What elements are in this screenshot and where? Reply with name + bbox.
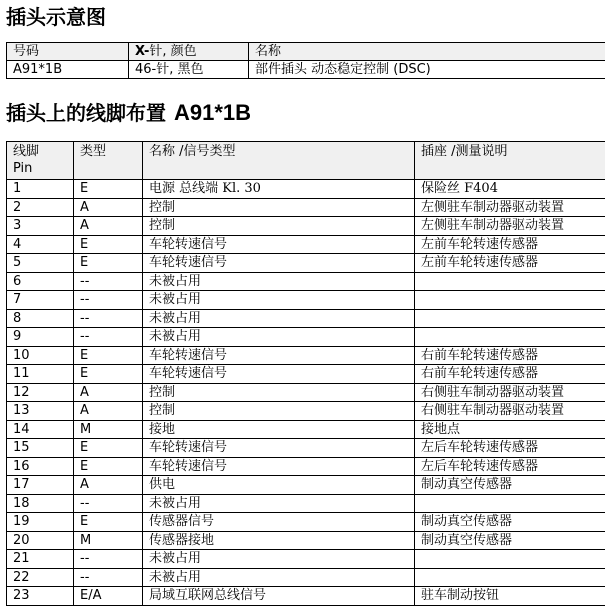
page-title: 插头示意图 xyxy=(6,4,106,30)
pin-number: 11 xyxy=(7,365,74,384)
pin-type: E xyxy=(74,254,143,273)
table-row xyxy=(7,328,605,347)
pin-socket: 右前车轮转速传感器 xyxy=(415,346,605,365)
pin-type: E xyxy=(74,365,143,384)
pin-signal-name: 电源 总线端 Kl. 30 xyxy=(143,180,415,199)
pin-number: 3 xyxy=(7,217,74,236)
pin-number: 6 xyxy=(7,272,74,291)
pin-number: 5 xyxy=(7,254,74,273)
pin-type: M xyxy=(74,531,143,550)
pin-signal-name: 未被占用 xyxy=(143,568,415,587)
pin-type: E xyxy=(74,180,143,199)
connector-row xyxy=(7,61,605,79)
pin-type: -- xyxy=(74,550,143,569)
table-row xyxy=(7,272,605,291)
pin-socket xyxy=(415,272,605,291)
pin-type: E xyxy=(74,235,143,254)
pin-number: 15 xyxy=(7,439,74,458)
pin-socket: 保险丝 F404 xyxy=(415,180,605,199)
pin-signal-name: 车轮转速信号 xyxy=(143,457,415,476)
pin-table xyxy=(6,141,605,606)
table-row xyxy=(7,235,605,254)
pin-number: 12 xyxy=(7,383,74,402)
connector-number: A91*1B xyxy=(7,61,129,79)
pin-socket xyxy=(415,309,605,328)
pin-signal-name: 未被占用 xyxy=(143,328,415,347)
pin-socket xyxy=(415,328,605,347)
pin-signal-name: 控制 xyxy=(143,217,415,236)
pin-type: M xyxy=(74,420,143,439)
pin-socket: 左前车轮转速传感器 xyxy=(415,254,605,273)
pin-socket: 制动真空传感器 xyxy=(415,476,605,495)
pin-signal-name: 传感器信号 xyxy=(143,513,415,532)
table-row xyxy=(7,180,605,199)
pin-socket: 右侧驻车制动器驱动装置 xyxy=(415,402,605,421)
pin-type: E xyxy=(74,457,143,476)
pin-number: 13 xyxy=(7,402,74,421)
table-row xyxy=(7,550,605,569)
pin-signal-name: 未被占用 xyxy=(143,291,415,310)
header-signal-name: 名称 /信号类型 xyxy=(143,142,415,180)
pin-socket xyxy=(415,550,605,569)
pin-signal-name: 供电 xyxy=(143,476,415,495)
pin-socket: 左后车轮转速传感器 xyxy=(415,439,605,458)
pin-number: 4 xyxy=(7,235,74,254)
pin-socket: 左侧驻车制动器驱动装置 xyxy=(415,198,605,217)
pin-type: E xyxy=(74,346,143,365)
pin-socket: 左前车轮转速传感器 xyxy=(415,235,605,254)
pin-number: 18 xyxy=(7,494,74,513)
pin-section-title xyxy=(6,99,251,127)
pin-number: 9 xyxy=(7,328,74,347)
pin-socket: 右侧驻车制动器驱动装置 xyxy=(415,383,605,402)
table-row xyxy=(7,217,605,236)
header-name: 名称 xyxy=(249,43,605,61)
table-row xyxy=(7,291,605,310)
table-row xyxy=(7,457,605,476)
header-pin-line2: Pin xyxy=(13,160,73,177)
pin-signal-name: 车轮转速信号 xyxy=(143,439,415,458)
pin-type: A xyxy=(74,217,143,236)
pin-signal-name: 接地 xyxy=(143,420,415,439)
header-pins-color xyxy=(129,43,249,61)
pin-socket: 接地点 xyxy=(415,420,605,439)
connector-table xyxy=(6,42,605,79)
pin-signal-name: 局域互联网总线信号 xyxy=(143,587,415,606)
table-row xyxy=(7,346,605,365)
table-row xyxy=(7,365,605,384)
pin-header-row xyxy=(7,142,605,180)
pin-signal-name: 车轮转速信号 xyxy=(143,365,415,384)
pin-type: E/A xyxy=(74,587,143,606)
pin-socket: 驻车制动按钮 xyxy=(415,587,605,606)
table-row xyxy=(7,476,605,495)
table-row xyxy=(7,587,605,606)
pin-socket xyxy=(415,568,605,587)
connector-name: 部件插头 动态稳定控制 (DSC) xyxy=(249,61,605,79)
pin-number: 17 xyxy=(7,476,74,495)
table-row xyxy=(7,439,605,458)
pin-type: -- xyxy=(74,568,143,587)
pin-type: E xyxy=(74,513,143,532)
table-row xyxy=(7,402,605,421)
header-pins-color-rest: 针, 颜色 xyxy=(149,44,196,59)
header-x-pin-prefix: X- xyxy=(135,44,149,59)
table-row xyxy=(7,254,605,273)
pin-signal-name: 控制 xyxy=(143,198,415,217)
pin-signal-name: 控制 xyxy=(143,402,415,421)
pin-number: 14 xyxy=(7,420,74,439)
table-row xyxy=(7,531,605,550)
pin-socket: 制动真空传感器 xyxy=(415,531,605,550)
pin-socket: 制动真空传感器 xyxy=(415,513,605,532)
table-row xyxy=(7,420,605,439)
pin-signal-name: 控制 xyxy=(143,383,415,402)
pin-number: 1 xyxy=(7,180,74,199)
header-socket: 插座 /测量说明 xyxy=(415,142,605,180)
pin-socket: 左侧驻车制动器驱动装置 xyxy=(415,217,605,236)
pin-signal-name: 车轮转速信号 xyxy=(143,235,415,254)
pin-socket xyxy=(415,494,605,513)
connector-header-row xyxy=(7,43,605,61)
pin-type: A xyxy=(74,402,143,421)
header-pin xyxy=(7,142,74,180)
table-row xyxy=(7,198,605,217)
header-type: 类型 xyxy=(74,142,143,180)
pin-number: 8 xyxy=(7,309,74,328)
pin-signal-name: 车轮转速信号 xyxy=(143,346,415,365)
table-row xyxy=(7,383,605,402)
pin-socket: 右前车轮转速传感器 xyxy=(415,365,605,384)
table-row xyxy=(7,513,605,532)
pin-signal-name: 未被占用 xyxy=(143,550,415,569)
pin-signal-name: 传感器接地 xyxy=(143,531,415,550)
pin-socket xyxy=(415,291,605,310)
header-pin-line1: 线脚 xyxy=(13,143,73,160)
pin-type: -- xyxy=(74,272,143,291)
pin-number: 21 xyxy=(7,550,74,569)
pin-signal-name: 未被占用 xyxy=(143,309,415,328)
pin-section-title-text: 插头上的线脚布置 xyxy=(6,101,166,125)
pin-type: -- xyxy=(74,309,143,328)
pin-type: -- xyxy=(74,328,143,347)
pin-number: 19 xyxy=(7,513,74,532)
pin-type: -- xyxy=(74,494,143,513)
pin-section-title-code: A91*1B xyxy=(174,100,251,125)
pin-signal-name: 未被占用 xyxy=(143,272,415,291)
table-row xyxy=(7,494,605,513)
table-row xyxy=(7,309,605,328)
pin-number: 20 xyxy=(7,531,74,550)
pin-number: 10 xyxy=(7,346,74,365)
pin-number: 22 xyxy=(7,568,74,587)
header-number: 号码 xyxy=(7,43,129,61)
table-row xyxy=(7,568,605,587)
pin-type: A xyxy=(74,383,143,402)
pin-socket: 左后车轮转速传感器 xyxy=(415,457,605,476)
pin-number: 2 xyxy=(7,198,74,217)
pin-number: 16 xyxy=(7,457,74,476)
pin-signal-name: 车轮转速信号 xyxy=(143,254,415,273)
pin-signal-name: 未被占用 xyxy=(143,494,415,513)
pin-type: A xyxy=(74,476,143,495)
pin-number: 23 xyxy=(7,587,74,606)
connector-pins-color: 46-针, 黑色 xyxy=(129,61,249,79)
pin-type: A xyxy=(74,198,143,217)
pin-type: E xyxy=(74,439,143,458)
pin-number: 7 xyxy=(7,291,74,310)
pin-type: -- xyxy=(74,291,143,310)
